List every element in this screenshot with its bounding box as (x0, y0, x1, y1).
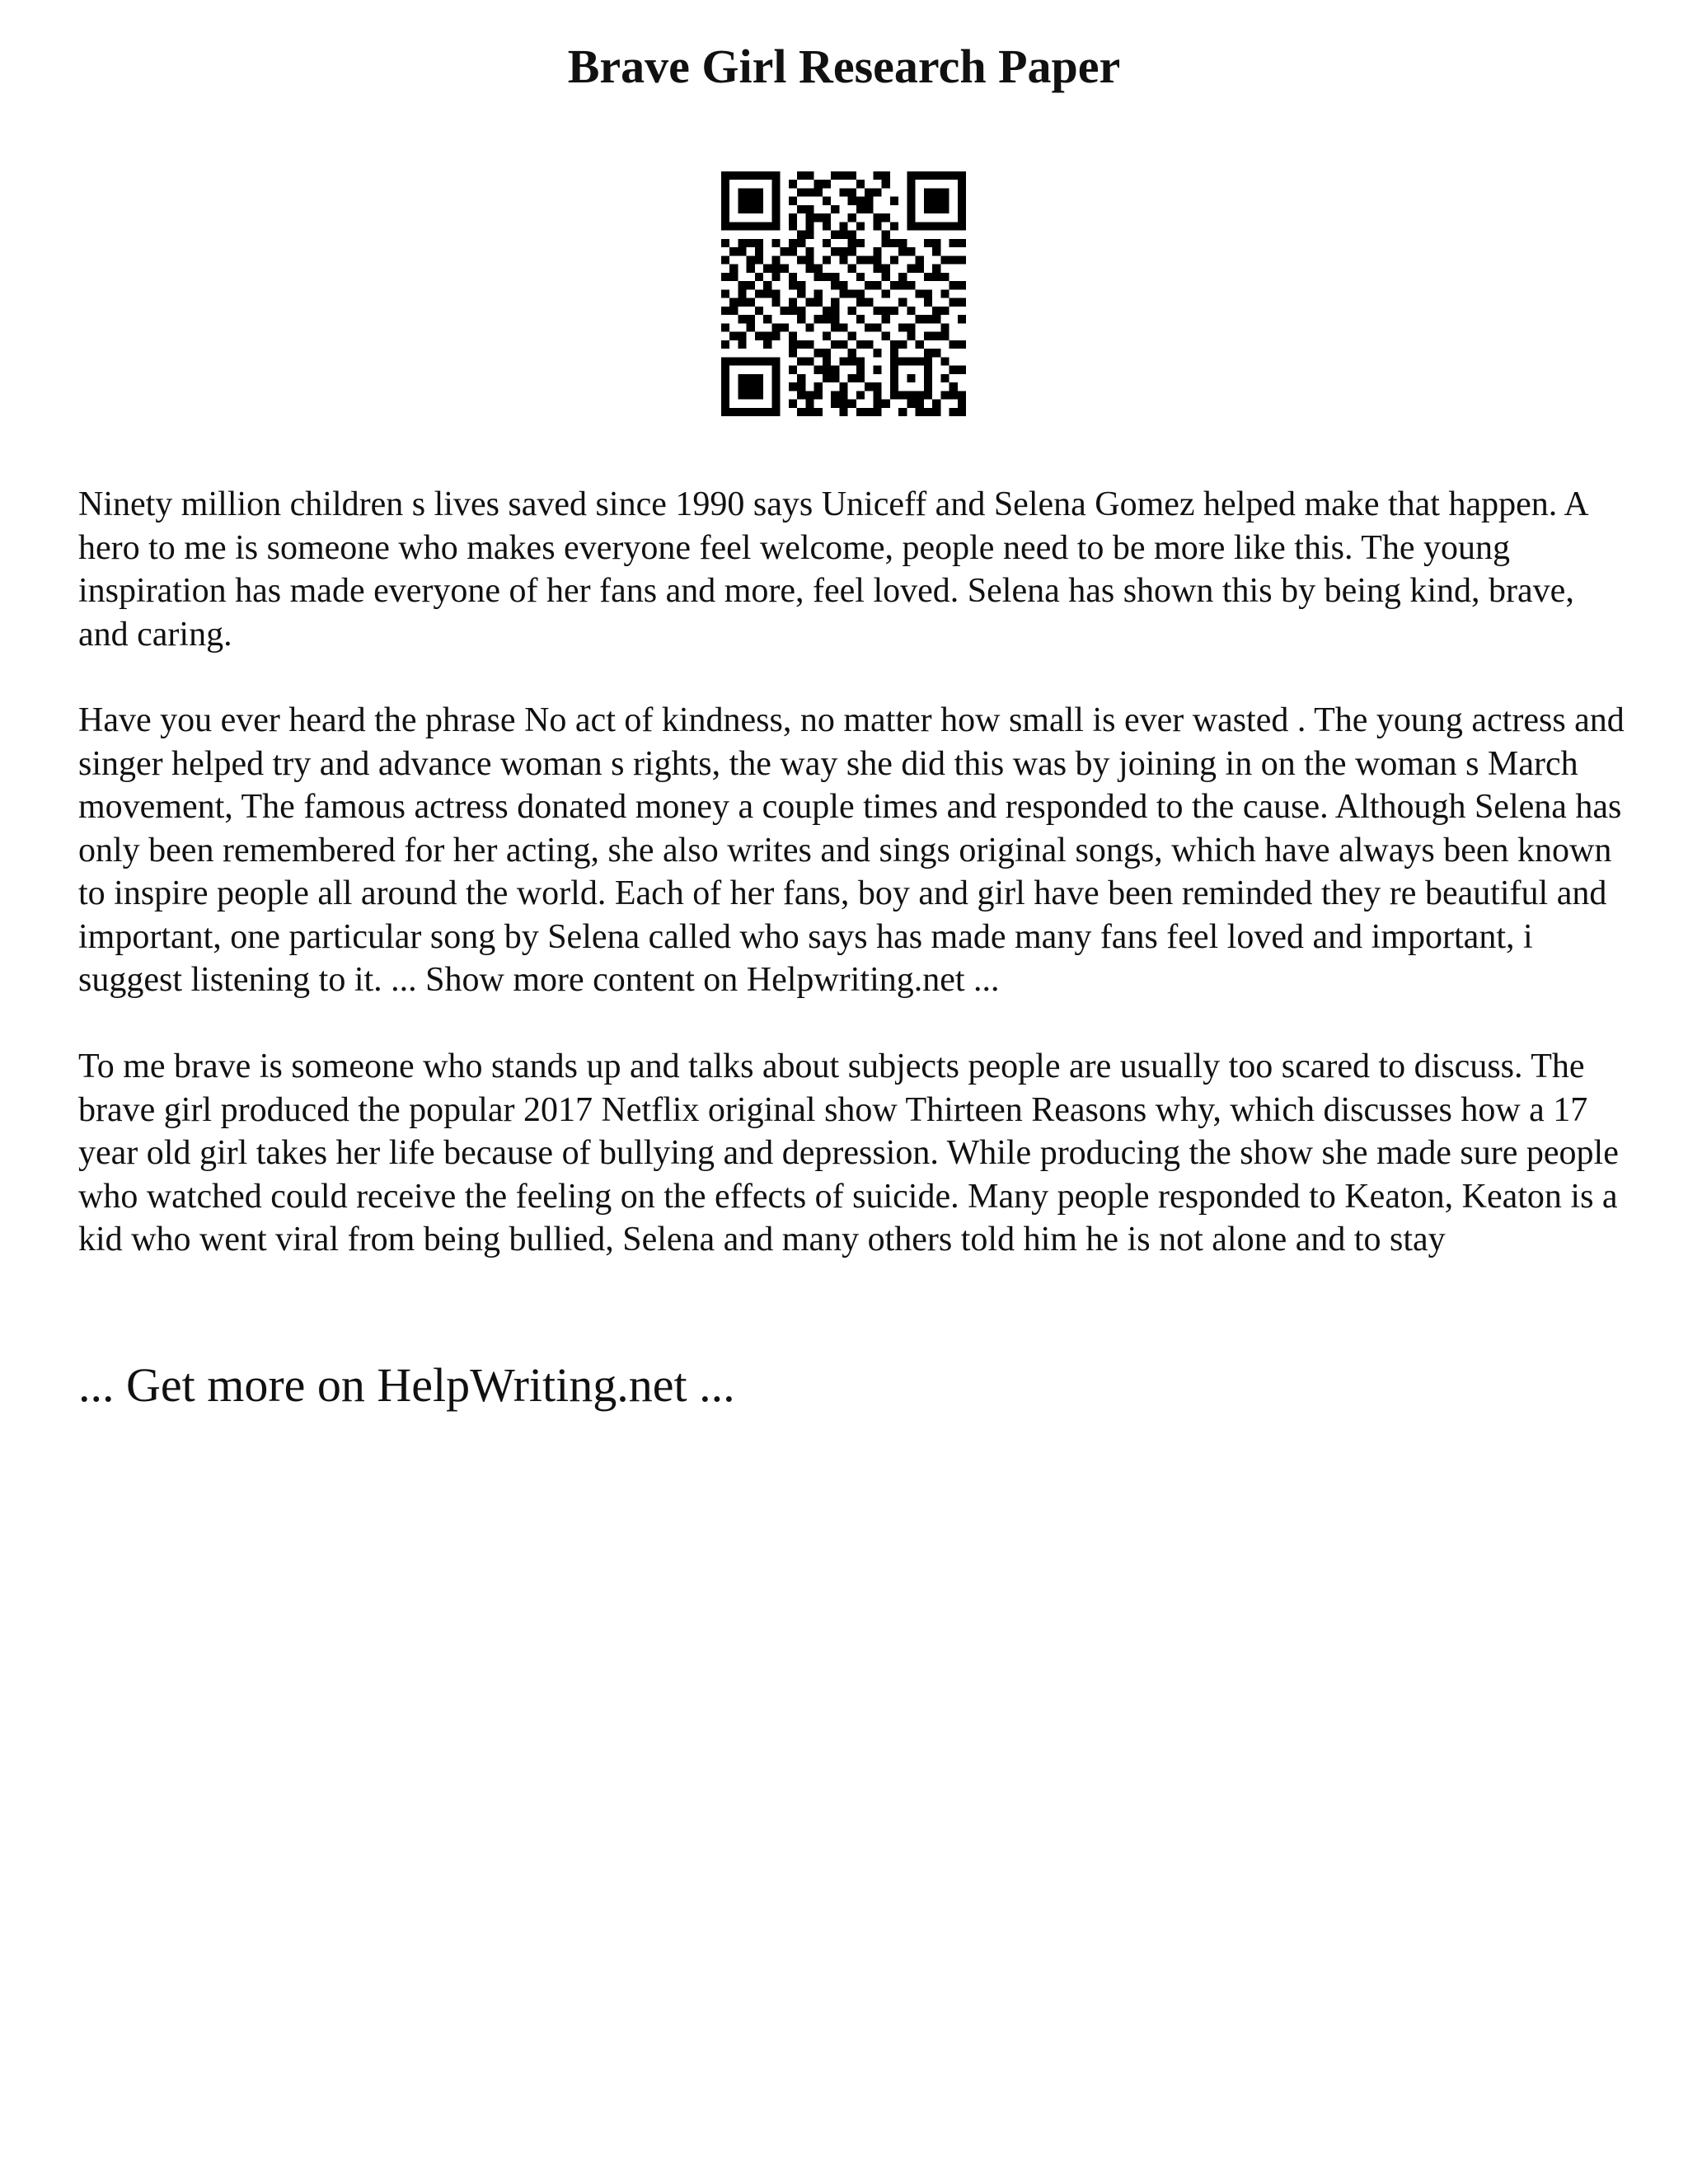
body-paragraph: To me brave is someone who stands up and talks about subjects people are usually too scared to discuss. The brave girl produced the popular 2017 Netflix original show Thirteen Reasons why, which discusses how a 17 year old girl takes her life because of bullying and depression. While producing the show she made sure people who watched could receive the feeling on the effects of suicide. Many people responded to Keaton, Keaton is a kid who went viral from being bullied, Selena and many others told him he is not alone and to stay (78, 1047, 1619, 1258)
qr-code-icon (721, 171, 966, 416)
body-paragraph: Have you ever heard the phrase No act of kindness, no matter how small is ever wasted . The young actress and singer helped try and advance woman s rights, the way she did this was by joining in on the woman s March movement, The famous actress donated money a couple times and responded to the cause. Although Selena has only been remembered for her acting, she also writes and sings original songs, which have always been known to inspire people all around the world. Each of her fans, boy and girl have been reminded they re beautiful and important, one particular song by Selena called who says has made many fans feel loved and important, i suggest listening to it. ... Show more content on Helpwriting.net ... (78, 701, 1625, 999)
get-more-link[interactable]: ... Get more on HelpWriting.net ... (78, 1358, 735, 1412)
page-title: Brave Girl Research Paper (567, 40, 1121, 93)
body-paragraph: Ninety million children s lives saved since 1990 says Uniceff and Selena Gomez helped make that happen. A hero to me is someone who makes everyone feel welcome, people need to be more like this. The young inspiration has made everyone of her fans and more, feel loved. Selena has shown this by being kind, brave, and caring. (78, 485, 1587, 654)
